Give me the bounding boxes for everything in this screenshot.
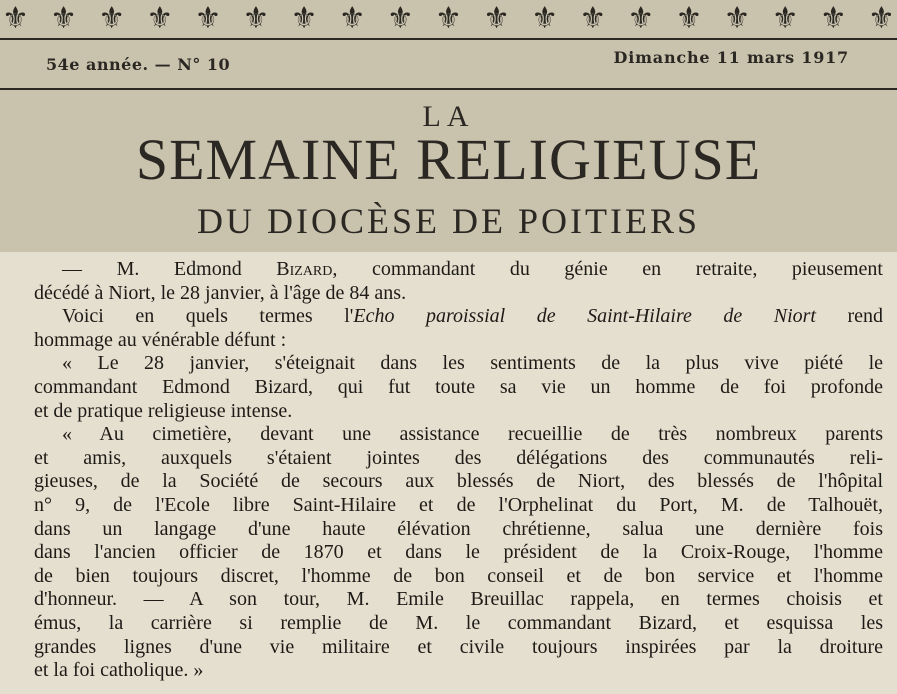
fleur-de-lis-icon: ⚜ — [290, 1, 318, 36]
surname: Bizard — [276, 258, 333, 280]
fleur-de-lis-icon: ⚜ — [146, 1, 174, 36]
fleur-de-lis-icon: ⚜ — [338, 1, 366, 36]
fleur-de-lis-icon: ⚜ — [627, 1, 655, 36]
fleur-de-lis-icon: ⚜ — [723, 1, 751, 36]
issue-line — [0, 40, 897, 90]
publication-title: SEMAINE RELIGIEUSE — [135, 127, 762, 192]
text-line: « Le 28 janvier, s'éteignait dans les sentiments de la plus vive piété le — [62, 352, 883, 375]
paragraph-intro — [34, 305, 883, 352]
paragraph-quote-1 — [34, 352, 883, 423]
fleur-de-lis-icon: ⚜ — [579, 1, 607, 36]
fleur-de-lis-icon: ⚜ — [98, 1, 126, 36]
ornamental-border — [0, 0, 897, 40]
fleur-de-lis-icon: ⚜ — [242, 1, 270, 36]
fleur-de-lis-icon: ⚜ — [386, 1, 414, 36]
text-line: grandes lignes d'une vie militaire et civile toujours inspirées par la droiture — [34, 635, 883, 658]
publication-reference: Echo paroissial de Saint-Hilaire de Niort — [353, 305, 816, 328]
text-line: décédé à Niort, le 28 janvier, à l'âge de 84 ans. — [34, 281, 407, 304]
text-line: « Au cimetière, devant une assistance recueillie de très nombreux parents — [62, 423, 883, 446]
text-line: dans un langage d'une haute élévation chrétienne, salua une dernière fois — [34, 517, 883, 540]
fleur-de-lis-icon: ⚜ — [531, 1, 559, 36]
paragraph-announcement — [34, 258, 883, 305]
publication-subtitle: DU DIOCÈSE DE POITIERS — [197, 201, 700, 241]
fleur-de-lis-icon: ⚜ — [771, 1, 799, 36]
text-line: Voici en quels termes l'Echo paroissial de Saint-Hilaire de Niort rend — [62, 305, 884, 328]
text-line: de bien toujours discret, l'homme de bon conseil et de bon service et l'homme — [34, 564, 883, 587]
issue-date: Dimanche 11 mars 1917 — [613, 48, 849, 67]
text-line: et la foi catholique. » — [34, 659, 204, 682]
fleur-de-lis-icon: ⚜ — [483, 1, 510, 36]
text-line: émus, la carrière si remplie de M. le commandant Bizard, et esquissa les — [34, 611, 883, 634]
fleur-de-lis-icon: ⚜ — [434, 1, 462, 36]
text-line: dans l'ancien officier de 1870 et dans le président de la Croix-Rouge, l'homme — [34, 541, 883, 564]
masthead — [0, 0, 897, 252]
fleur-de-lis-icon: ⚜ — [819, 1, 847, 36]
fleur-de-lis-icon: ⚜ — [2, 1, 29, 36]
text-line: d'honneur. — A son tour, M. Emile Breuillac rappela, en termes choisis et — [34, 588, 883, 611]
fleur-de-lis-icon: ⚜ — [194, 1, 222, 36]
text-line: gieuses, de la Société de secours aux blessés de Niort, des blessés de l'hôpital — [34, 470, 883, 493]
text-line: n° 9, de l'Ecole libre Saint-Hilaire et de l'Orphelinat du Port, M. de Talhouët, — [34, 493, 883, 516]
text-line: commandant Edmond Bizard, qui fut toute sa vie un homme de foi profonde — [34, 375, 883, 398]
paragraph-quote-2 — [34, 423, 883, 683]
text-line: et de pratique religieuse intense. — [34, 399, 293, 422]
fleur-de-lis-icon: ⚜ — [675, 1, 703, 36]
text-line: — M. Edmond Bizard, commandant du génie en retraite, pieusement — [62, 258, 883, 280]
issue-number: 54e année. — N° 10 — [46, 55, 231, 74]
fleur-de-lis-icon: ⚜ — [50, 1, 78, 36]
text-line: hommage au vénérable défunt : — [34, 328, 287, 351]
title-la: LA — [422, 100, 475, 133]
text-line: et amis, auxquels s'étaient jointes des délégations des communautés reli- — [34, 446, 883, 469]
fleur-de-lis-icon: ⚜ — [867, 1, 895, 36]
obituary-article — [0, 252, 897, 694]
